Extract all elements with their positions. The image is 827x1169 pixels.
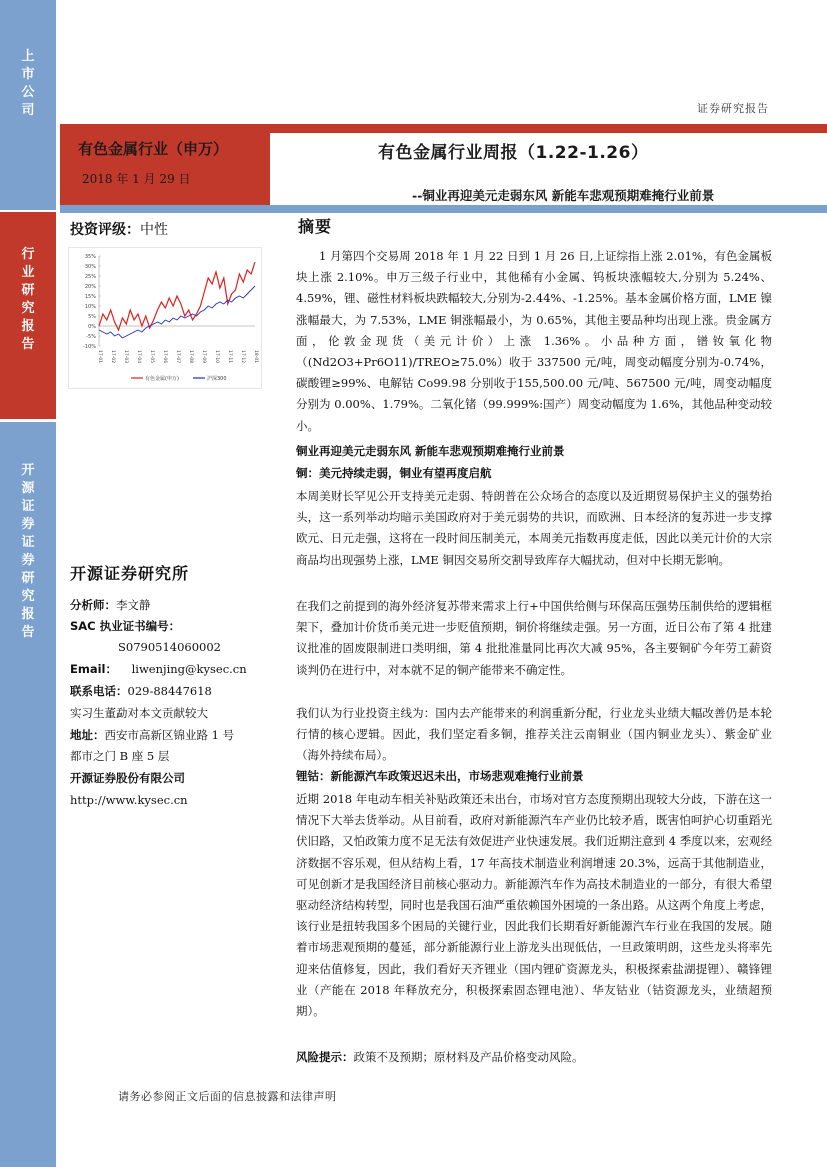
main-theme-heading: 铜业再迎美元走弱东风 新能车悲观预期难掩行业前景: [296, 444, 565, 458]
analyst-label: 分析师：: [70, 598, 116, 612]
contribution-note: 实习生董勐对本文贡献较大: [70, 706, 208, 720]
chart-x-tick-label: 17-06: [162, 350, 167, 364]
side-tab-industry-label: 行业研究报告: [21, 247, 35, 352]
institute-name: 开源证券研究所: [70, 564, 190, 583]
address-value-2: 都市之门 B 座 5 层: [70, 749, 170, 763]
copper-paragraph-1: 本周美财长罕见公开支持美元走弱、特朗普在公众场合的态度以及近期贸易保护主义的强势抬头，这一系列举动均暗示美国政府对于美元弱势的共识，而欧洲、日本经济的复苏进一步支撑欧元、日元走强，这将在一段时间压制美元，本周美元指数再度走低，因此以美元计价的大宗商品均出现强势上涨，LME 铜因交易所交割导致库存大幅扰动，但对中长期无影响。: [296, 489, 772, 567]
chart-x-tick-label: 17-04: [136, 350, 141, 364]
chart-x-tick-label: 17-03: [123, 350, 128, 364]
side-tab-company-label: 上市公司: [21, 49, 35, 118]
analyst-line: [70, 595, 151, 615]
header-rule: [270, 124, 827, 133]
industry-name: 有色金属行业（申万）: [78, 140, 229, 158]
chart-x-tick-label: 17-11: [227, 350, 232, 364]
header-divider: [60, 205, 827, 213]
performance-chart: [68, 247, 262, 389]
phone-label: 联系电话：: [70, 684, 128, 698]
email-value: liwenjing@kysec.cn: [131, 662, 247, 676]
address-label: 地址：: [70, 728, 105, 742]
company-website[interactable]: http://www.kysec.cn: [70, 793, 188, 807]
risk-text: 政策不及预期；原材料及产品价格变动风险。: [353, 1050, 584, 1064]
risk-line: [296, 1047, 772, 1068]
side-tab-institute: [0, 422, 56, 1167]
report-subtitle: --铜业再迎美元走弱东风 新能车悲观预期难掩行业前景: [412, 188, 715, 203]
chart-legend-label-2: 沪深300: [207, 376, 227, 382]
copper-paragraph-2: 在我们之前提到的海外经济复苏带来需求上行+中国供给侧与环保高压强势压制供给的逻辑框架下，叠加计价货币美元进一步贬值预期，铜价将继续走强。另一方面，近日公布了第 4 批建议批准的固废限制进口类明细，第 4 批批准量同比再次大减 95%，各主要铜矿今年劳工薪资谈判仍在进行中，对本就不足的铜产能带来不确定性。: [296, 599, 772, 677]
chart-y-tick-label: -5%: [86, 334, 96, 340]
footer-disclaimer: 请务必参阅正文后面的信息披露和法律声明: [118, 1090, 337, 1103]
side-tab-institute-label: 开源证券证券研究报告: [21, 463, 35, 640]
chart-x-tick-label: 17-01: [97, 350, 102, 364]
chart-y-tick-label: -10%: [83, 344, 96, 350]
industry-band: [60, 124, 270, 208]
email-line: [70, 659, 247, 679]
address-line: [70, 725, 234, 745]
abstract-heading: 摘要: [298, 217, 333, 236]
performance-chart-svg: [69, 248, 261, 388]
chart-x-tick-label: 17-07: [175, 350, 180, 364]
chart-y-tick-label: 20%: [84, 284, 96, 290]
phone-value: 029-88447618: [127, 684, 212, 698]
company-name-text: 开源证券股份有限公司: [70, 771, 185, 785]
report-type-label: 证券研究报告: [697, 102, 769, 115]
sac-line: [70, 616, 180, 636]
rating-value: 中性: [140, 222, 168, 238]
side-tab-industry-research: [0, 212, 56, 419]
chart-x-tick-label: 18-01: [253, 350, 258, 364]
analyst-name: 李文静: [116, 598, 151, 612]
report-date: 2018 年 1 月 29 日: [82, 172, 191, 186]
address-value-1: 西安市高新区锦业路 1 号: [104, 728, 235, 742]
abstract-paragraph-1: [296, 246, 772, 437]
phone-line: [70, 681, 212, 701]
chart-x-tick-label: 17-12: [240, 350, 245, 364]
chart-y-tick-label: 5%: [88, 314, 96, 320]
rating-label: 投资评级：: [70, 222, 140, 238]
chart-y-tick-label: 25%: [84, 274, 96, 280]
sidebar: [60, 215, 270, 1067]
lithium-cobalt-paragraph: 近期 2018 年电动车相关补贴政策还未出台，市场对官方态度预期出现较大分歧，下游在这一情况下大举去货举动。从目前看，政府对新能源汽车产业仍比较矛盾，既害怕呵护心切重蹈光伏旧路，又怕政策力度不足无法有效促进产业快速发展。我们近期注意到 4 季度以来，宏观经济数据不容乐观，但从结构上看，17 年高技术制造业利润增速 20.3%，远高于其他制造业，可见创新才是我国经济目前核心驱动力。新能源汽车作为高技术制造业的一部分，有很大希望驱动经济结构转型，同时也是我国石油严重依赖国外困境的一条出路。从这两个角度上考虑，该行业是扭转我国多个困局的关键行业，因此我们长期看好新能源汽车行业在我国的发展。随着市场悲观预期的蔓延，部分新能源行业上游龙头出现低估，一旦政策明朗，这些龙头将率先迎来估值修复，因此，我们看好天齐锂业（国内锂矿资源龙头，积极探索盐湖提锂）、赣锋锂业（产能在 2018 年释放充分，积极探索固态锂电池）、华友钴业（钴资源龙头，业绩超预期）。: [296, 792, 772, 1019]
email-label: Email：: [70, 662, 117, 676]
risk-label: 风险提示：: [296, 1050, 354, 1064]
chart-legend-label-1: 有色金属(申万): [145, 376, 179, 382]
investment-rating: [70, 219, 168, 239]
report-title: 有色金属行业周报（1.22-1.26）: [378, 143, 649, 163]
side-tab-company: [0, 0, 56, 210]
abstract-paragraph-1-text: 1 月第四个交易周 2018 年 1 月 22 日到 1 月 26 日,上证综指上涨 2.01%，有色金属板块上涨 2.10%。申万三级子行业中，其他稀有小金属、钨板块涨幅较大,分别为 5.24%、4.59%，锂、磁性材料板块跌幅较大,分别为-2.44%、-1.25%。基本金属价格方面，LME 镍涨幅最大，为 7.53%，LME 铜涨幅最小，为 0.65%，其他主要品种均出现上涨。贵金属方面，伦敦金现货（美元计价）上涨 1.36%。小品种方面，镨钕氧化物（(Nd2O3+Pr6O11)/TREO≥75.0%）收于 337500 元/吨，周变动幅度分别为-0.74%，碳酸锂≥99%、电解钴 Co99.98 分别收于155,500.00 元/吨、567500 元/吨，周变动幅度分别为 0.00%、1.79%。二氧化锗（99.999%:国产）周变动幅度为 1.6%，其他品种变动较小。: [296, 249, 772, 433]
chart-x-tick-label: 17-10: [214, 350, 219, 364]
chart-y-tick-label: 10%: [84, 304, 96, 310]
chart-y-tick-label: 30%: [84, 264, 96, 270]
sac-number: S0790514060002: [118, 640, 221, 654]
chart-x-tick-label: 17-02: [110, 350, 115, 364]
chart-x-tick-label: 17-09: [201, 350, 206, 364]
chart-x-tick-label: 17-08: [188, 350, 193, 364]
chart-x-tick-label: 17-05: [149, 350, 154, 364]
sac-label: SAC 执业证书编号：: [70, 619, 181, 633]
lithium-cobalt-heading: 锂钴：新能源汽车政策迟迟未出，市场悲观难掩行业前景: [296, 769, 584, 783]
copper-paragraph-3: 我们认为行业投资主线为：国内去产能带来的利润重新分配，行业龙头业绩大幅改善仍是本轮行情的核心逻辑。因此，我们坚定看多铜，推荐关注云南铜业（国内铜业龙头）、紫金矿业（海外持续布局）。: [296, 706, 772, 763]
company-name: [70, 768, 185, 788]
chart-y-tick-label: 35%: [84, 254, 96, 260]
chart-y-tick-label: 0%: [88, 324, 96, 330]
copper-heading: 铜：美元持续走弱，铜业有望再度启航: [296, 466, 492, 480]
chart-y-tick-label: 15%: [84, 294, 96, 300]
